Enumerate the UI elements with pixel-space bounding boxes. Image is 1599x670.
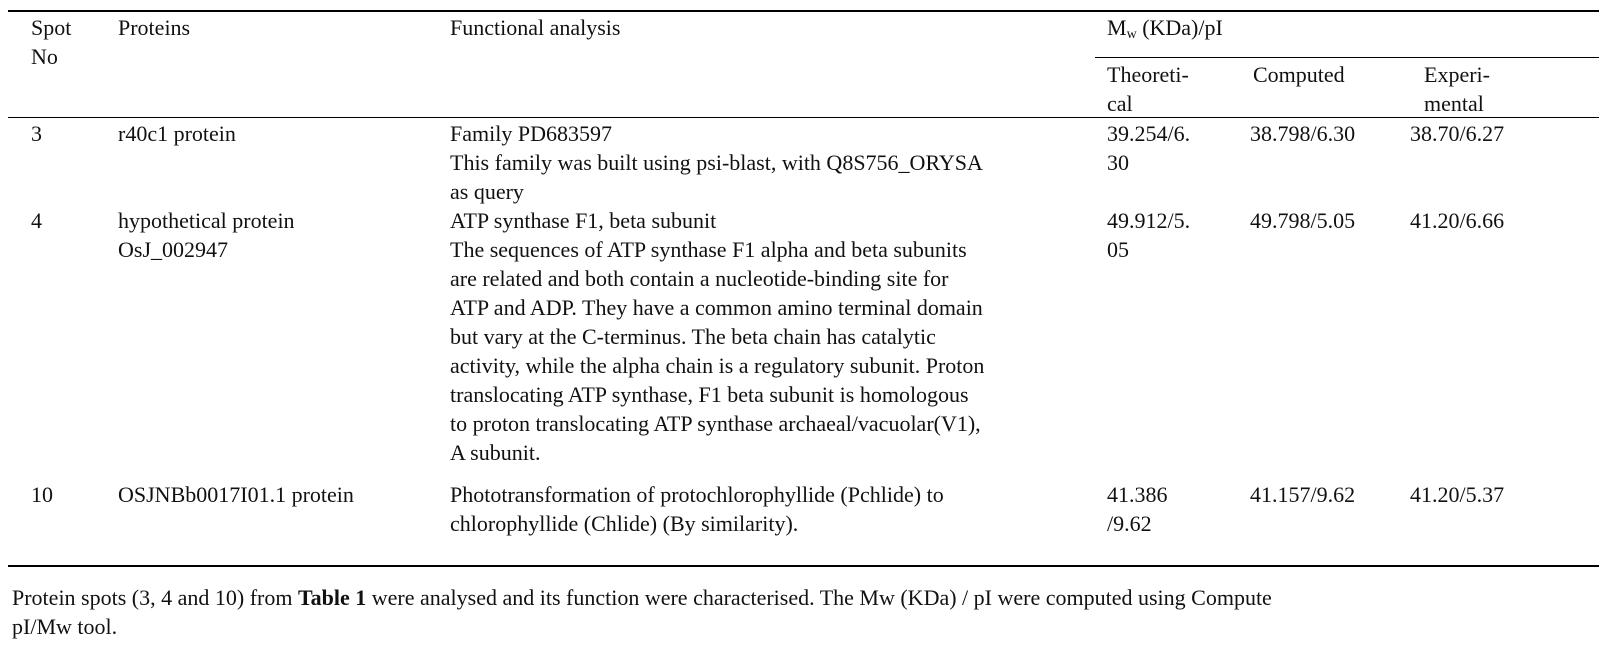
table-top-rule <box>8 10 1599 12</box>
cell-function: ATP synthase F1, beta subunit The sequences of ATP synthase F1 alpha and beta subunits are related and both contain a nucleotide-binding site for ATP and ADP. They have a common amino terminal domain but vary at the C-terminus. The beta chain has catalytic activity, while the alpha chain is a regulatory subunit. Proton translocating ATP synthase, F1 beta subunit is homologous to proton translocating ATP synthase archaeal/vacuolar(V1), A subunit. <box>450 208 985 465</box>
cell-spot: 3 <box>31 121 42 146</box>
cell-experimental: 41.20/5.37 <box>1410 482 1505 507</box>
header-bottom-rule <box>8 117 1599 118</box>
cell-protein: hypothetical protein OsJ_002947 <box>118 208 295 262</box>
cell-theoretical: 41.386 /9.62 <box>1107 482 1168 536</box>
cell-protein: r40c1 protein <box>118 121 236 146</box>
header-computed: Computed <box>1253 62 1345 87</box>
caption-line1: Protein spots (3, 4 and 10) from Table 1 were analysed and its function were characterised. The Mw (KDa) / pI were computed using Compute <box>12 585 1272 610</box>
cell-experimental: 38.70/6.27 <box>1410 121 1505 146</box>
header-spot-no: Spot No <box>31 15 72 69</box>
cell-spot: 10 <box>31 482 53 507</box>
cell-theoretical: 49.912/5. 05 <box>1107 208 1191 262</box>
header-functional-analysis: Functional analysis <box>450 15 621 40</box>
cell-function: Family PD683597 This family was built using psi-blast, with Q8S756_ORYSA as query <box>450 121 983 204</box>
mw-group-rule <box>1095 57 1599 58</box>
cell-computed: 41.157/9.62 <box>1250 482 1356 507</box>
cell-theoretical: 39.254/6. 30 <box>1107 121 1191 175</box>
caption-line2: pI/Mw tool. <box>12 614 118 639</box>
cell-function: Phototransformation of protochlorophyllide (Pchlide) to chlorophyllide (Chlide) (By similarity). <box>450 482 944 536</box>
table-bottom-rule <box>8 565 1599 567</box>
cell-protein: OSJNBb0017I01.1 protein <box>118 482 354 507</box>
header-theoretical: Theoreti- cal <box>1107 62 1189 116</box>
cell-computed: 49.798/5.05 <box>1250 208 1356 233</box>
cell-spot: 4 <box>31 208 42 233</box>
cell-experimental: 41.20/6.66 <box>1410 208 1505 233</box>
header-experimental: Experi- mental <box>1424 62 1490 116</box>
table-caption <box>12 583 1272 641</box>
cell-computed: 38.798/6.30 <box>1250 121 1356 146</box>
header-proteins: Proteins <box>118 15 191 40</box>
header-mw-pi: $M_w$ (KDa)/pI <box>1107 15 1223 42</box>
